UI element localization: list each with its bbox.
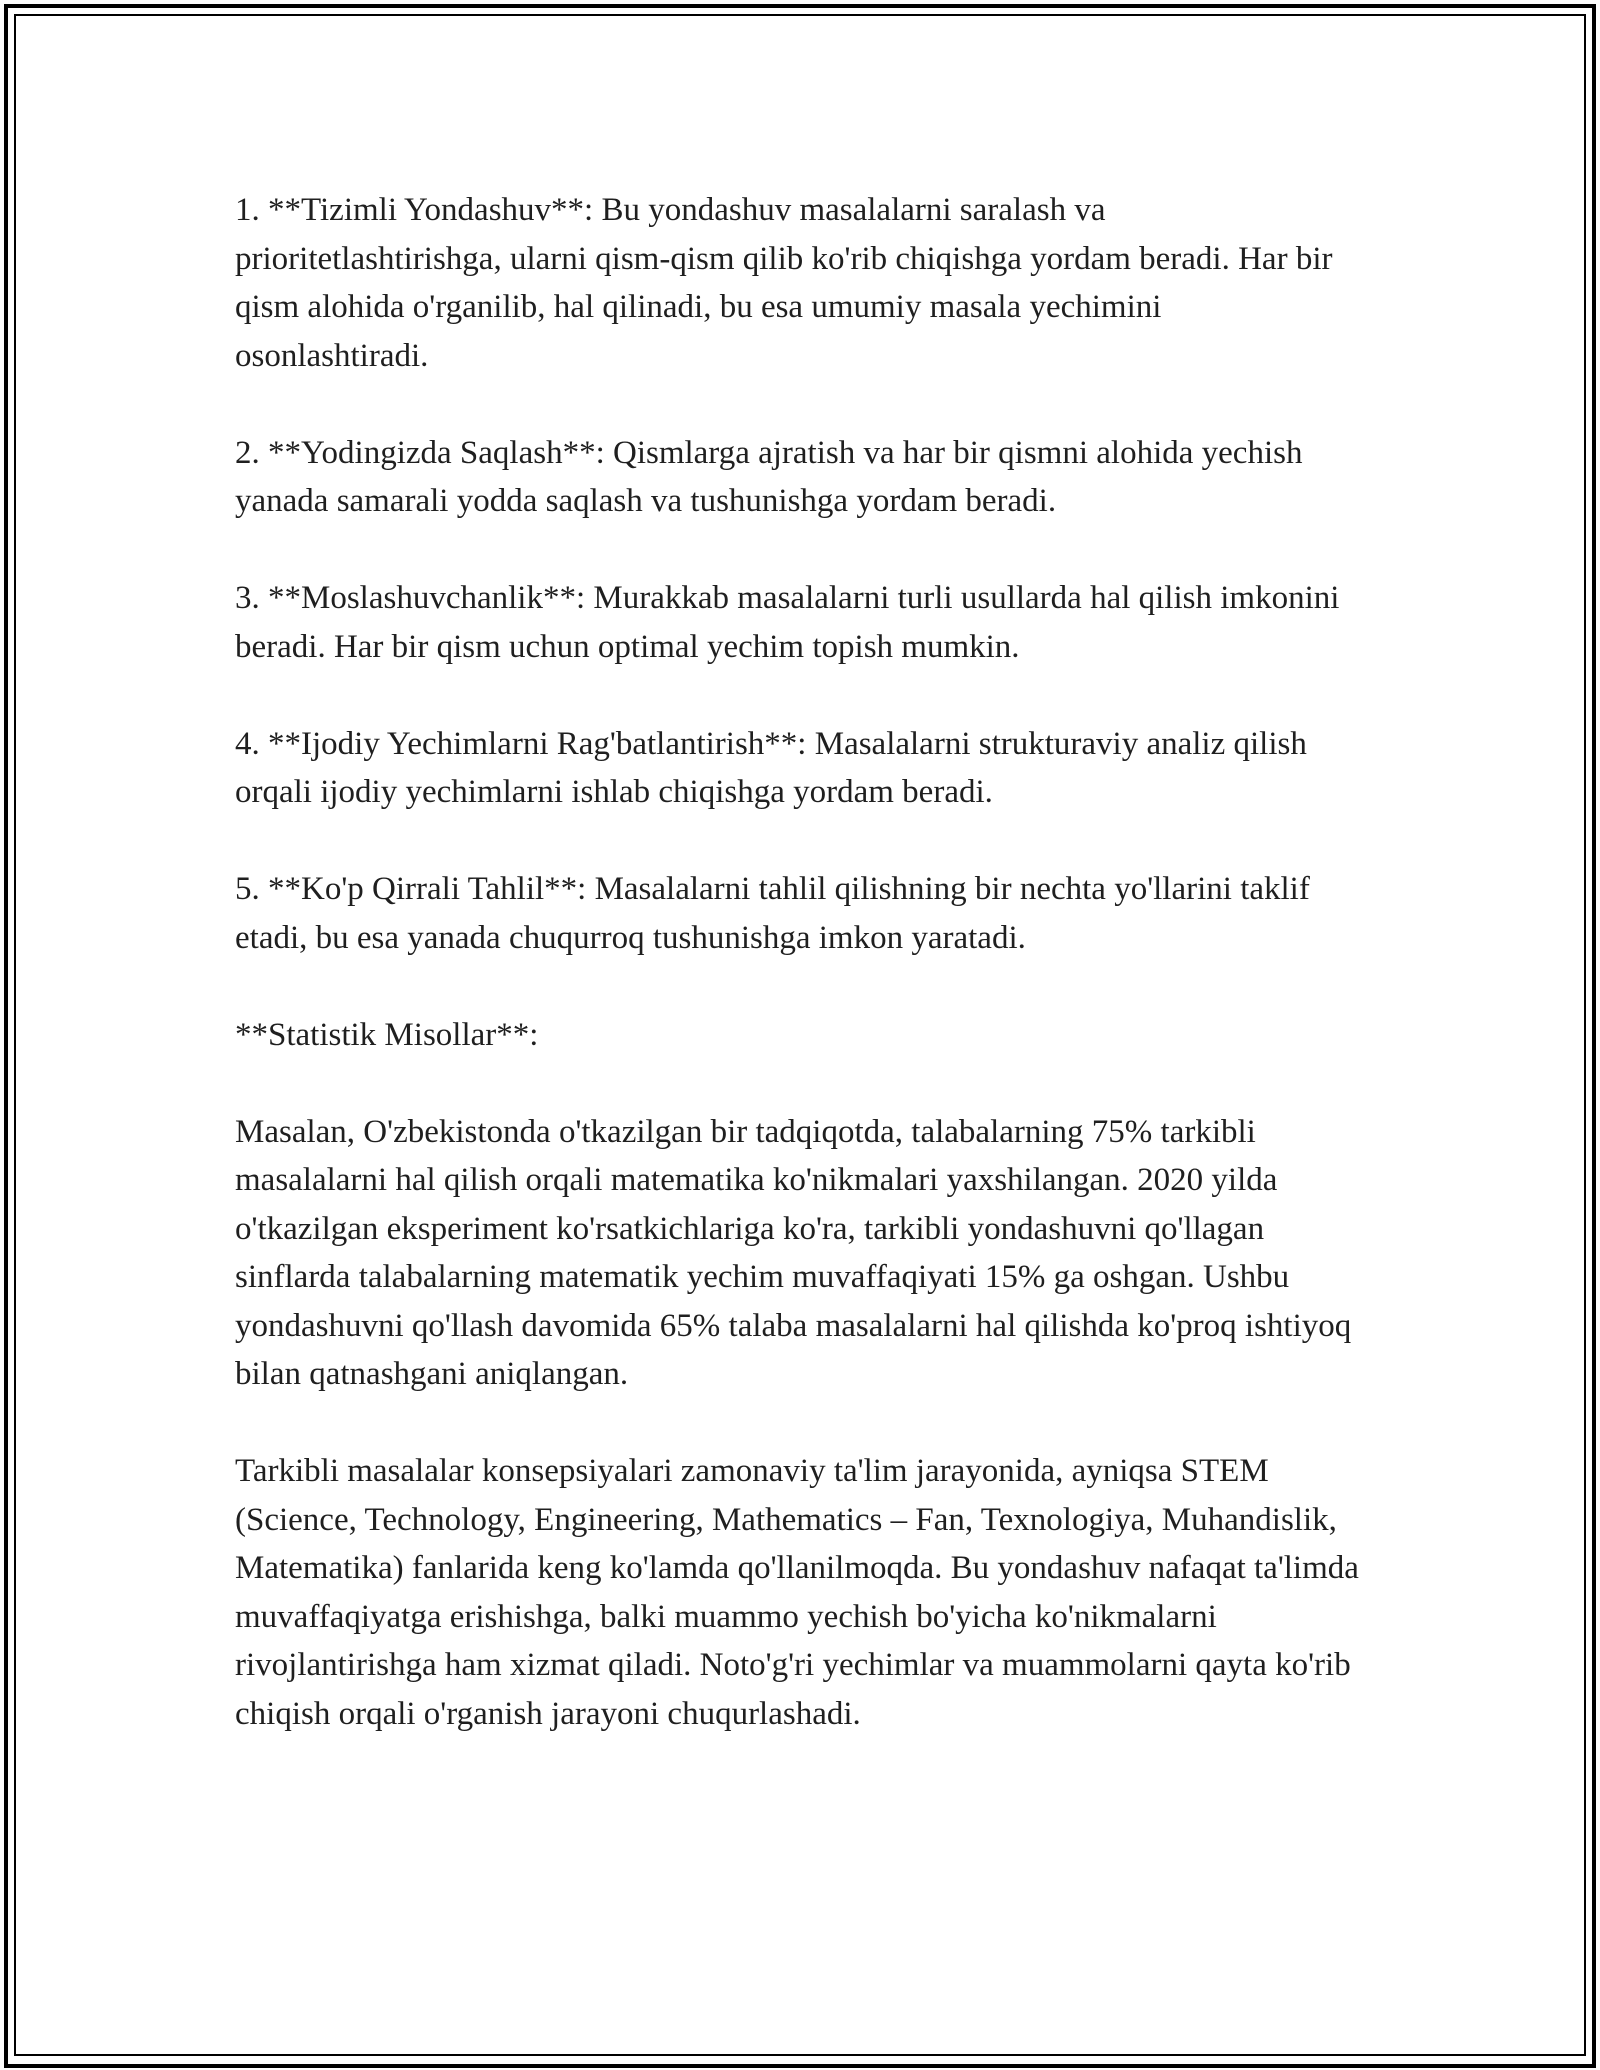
paragraph-statistics: Masalan, O'zbekistonda o'tkazilgan bir tadqiqotda, talabalarning 75% tarkibli masalalarni hal qilish orqali matematika ko'nikmalari yaxshilangan. 2020 yilda o'tkazilgan eksperiment ko'rsatkichlariga ko'ra, tarkibli yondashuvni qo'llagan sinflarda talabalarning matematik yechim muvaffaqiyati 15% ga oshgan. Ushbu yondashuvni qo'llash davomida 65% talaba masalalarni hal qilishda ko'proq ishtiyoq bilan qatnashgani aniqlangan. (235, 1113, 1352, 1392)
list-item-moslashuvchanlik: 3. **Moslashuvchanlik**: Murakkab masalalarni turli usullarda hal qilish imkonini beradi. Har bir qism uchun optimal yechim topish mumkin. (235, 580, 1340, 665)
document-body (235, 186, 1360, 1738)
list-item-ijodiy-yechimlar: 4. **Ijodiy Yechimlarni Rag'batlantirish**: Masalalarni strukturaviy analiz qilish orqali ijodiy yechimlarni ishlab chiqishga yordam beradi. (235, 725, 1307, 810)
paragraph-stem: Tarkibli masalalar konsepsiyalari zamonaviy ta'lim jarayonida, ayniqsa STEM (Science, Technology, Engineering, Mathematics – Fan, Texnologiya, Muhandislik, Matematika) fanlarida keng ko'lamda qo'llanilmoqda. Bu yondashuv nafaqat ta'limda muvaffaqiyatga erishishga, balki muammo yechish bo'yicha ko'nikmalarni rivojlantirishga ham xizmat qiladi. Noto'g'ri yechimlar va muammolarni qayta ko'rib chiqish orqali o'rganish jarayoni chuqurlashadi. (235, 1453, 1359, 1732)
list-item-kop-qirrali-tahlil: 5. **Ko'p Qirrali Tahlil**: Masalalarni tahlil qilishning bir nechta yo'llarini taklif etadi, bu esa yanada chuqurroq tushunishga imkon yaratadi. (235, 871, 1310, 956)
list-item-yodingizda-saqlash: 2. **Yodingizda Saqlash**: Qismlarga ajratish va har bir qismni alohida yechish yanada samarali yodda saqlash va tushunishga yordam beradi. (235, 434, 1303, 519)
section-heading-statistik-misollar: **Statistik Misollar**: (235, 1016, 539, 1053)
list-item-tizimli-yondashuv: 1. **Tizimli Yondashuv**: Bu yondashuv masalalarni saralash va prioritetlashtirishga, ularni qism-qism qilib ko'rib chiqishga yordam beradi. Har bir qism alohida o'rganilib, hal qilinadi, bu esa umumiy masala yechimini osonlashtiradi. (235, 192, 1333, 374)
